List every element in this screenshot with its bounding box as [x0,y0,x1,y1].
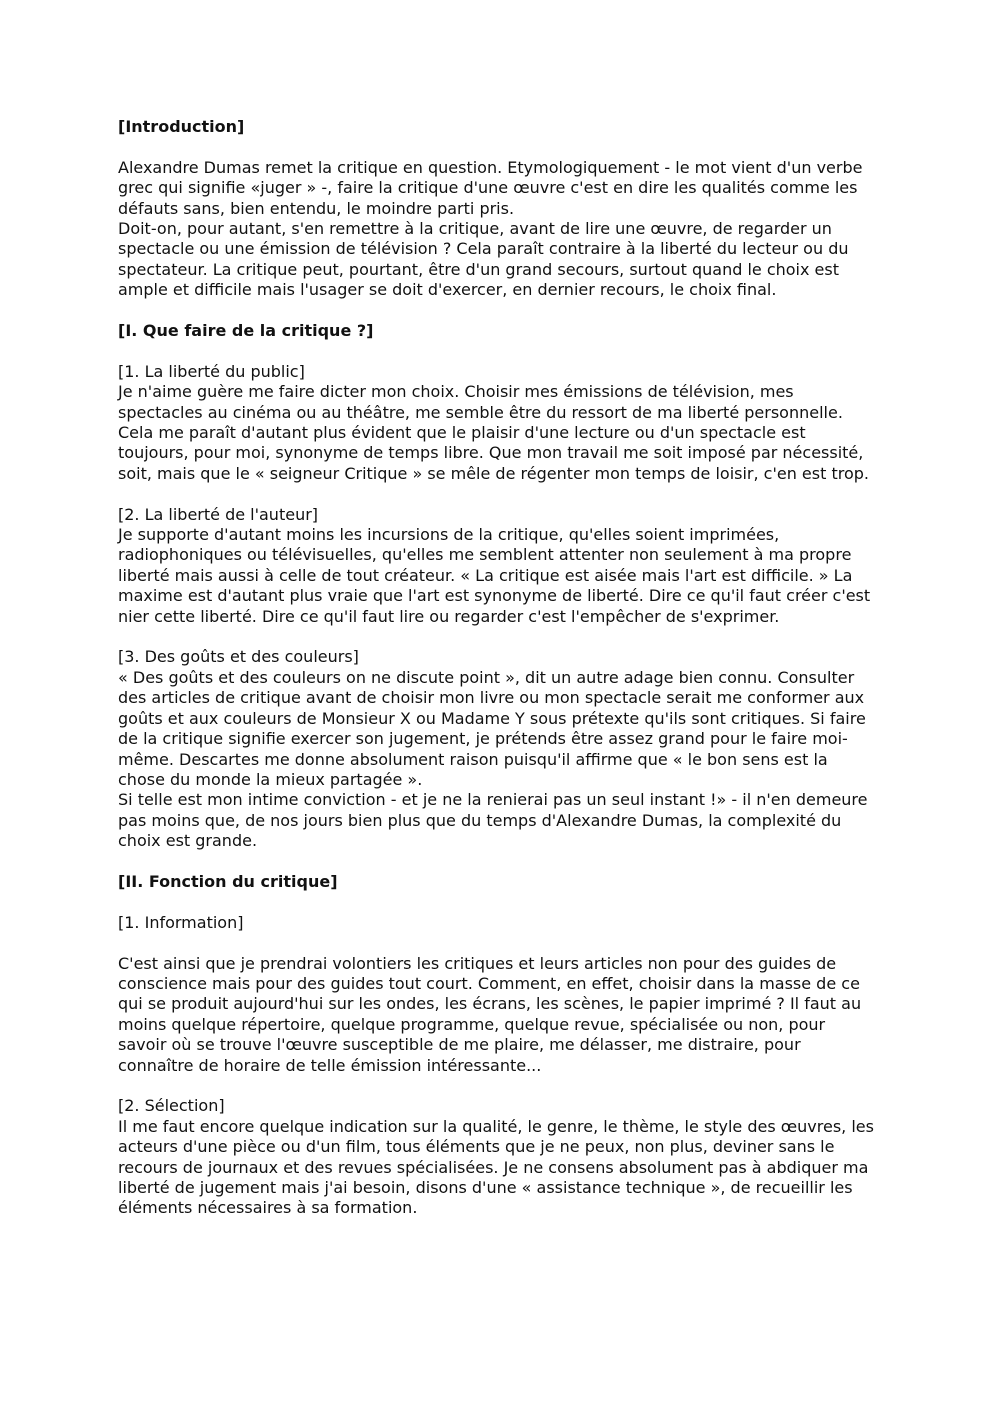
intro-paragraph-1: Alexandre Dumas remet la critique en question. Etymologiquement - le mot vient d'un verbe grec qui signifie «juger » -, faire la critique d'une œuvre c'est en dire les qualités comme les défauts sans, bien entendu, le moindre parti pris. [118,157,863,218]
document-page [118,117,878,1219]
part2-section2-title: [2. Sélection] [118,1096,225,1116]
part1-section3-text: « Des goûts et des couleurs on ne discute point », dit un autre adage bien connu. Consulter des articles de critique avant de choisir mon livre ou mon spectacle serait me conformer aux goûts et aux couleurs de Monsieur X ou Madame Y sous prétexte qu'ils sont critiques. Si faire de la critique signifie exercer son jugement, je prétends être assez grand pour le faire moi-même. Descartes me donne absolument raison puisqu'il affirme que « le bon sens est la chose du monde la mieux partagée ». [118,667,866,789]
part1-section3-text-2: Si telle est mon intime conviction - et je ne la renierai pas un seul instant !» - il n'en demeure pas moins que, de nos jours bien plus que du temps d'Alexandre Dumas, la complexité du choix est grande. [118,790,868,851]
intro-paragraph-2: Doit-on, pour autant, s'en remettre à la critique, avant de lire une œuvre, de regarder un spectacle ou une émission de télévision ? Cela paraît contraire à la liberté du lecteur ou du spectateur. La critique peut, pourtant, être d'un grand secours, surtout quand le choix est ample et difficile mais l'usager se doit d'exercer, en dernier recours, le choix final. [118,219,849,300]
part1-section3-title: [3. Des goûts et des couleurs] [118,647,359,667]
part1-section1-text: Je n'aime guère me faire dicter mon choix. Choisir mes émissions de télévision, mes spectacles au cinéma ou au théâtre, me semble être du ressort de ma liberté personnelle. Cela me paraît d'autant plus évident que le plaisir d'une lecture ou d'un spectacle est toujours, pour moi, synonyme de temps libre. Que mon travail me soit imposé par nécessité, soit, mais que le « seigneur Critique » se mêle de régenter mon temps de loisir, c'en est trop. [118,382,869,483]
part1-section2-text: Je supporte d'autant moins les incursions de la critique, qu'elles soient imprimées, radiophoniques ou télévisuelles, qu'elles me semblent attenter non seulement à ma propre liberté mais aussi à celle de tout créateur. « La critique est aisée mais l'art est difficile. » La maxime est d'autant plus vraie que l'art est synonyme de liberté. Dire ce qu'il faut créer c'est nier cette liberté. Dire ce qu'il faut lire ou regarder c'est l'empêcher de s'exprimer. [118,525,871,626]
part2-section1-text: C'est ainsi que je prendrai volontiers les critiques et leurs articles non pour des guides de conscience mais pour des guides tout court. Comment, en effet, choisir dans la masse de ce qui se produit aujourd'hui sur les ondes, les écrans, les scènes, le papier imprimé ? Il faut au moins quelque répertoire, quelque programme, quelque revue, spécialisée ou non, pour savoir où se trouve l'œuvre susceptible de me plaire, me délasser, me distraire, pour connaître de horaire de telle émission intéressante... [118,953,862,1075]
part1-section2-title: [2. La liberté de l'auteur] [118,504,319,524]
intro-heading: [Introduction] [118,117,245,136]
part1-heading: [I. Que faire de la critique ?] [118,321,374,341]
part2-section2-text: Il me faut encore quelque indication sur la qualité, le genre, le thème, le style des œuvres, les acteurs d'une pièce ou d'un film, tous éléments que je ne peux, non plus, deviner sans le recours de journaux et des revues spécialisées. Je ne consens absolument pas à abdiquer ma liberté de jugement mais j'ai besoin, disons d'une « assistance technique », de recueillir les éléments nécessaires à sa formation. [118,1116,874,1218]
part2-section1-title: [1. Information] [118,912,244,932]
part1-section1-title: [1. La liberté du public] [118,361,305,381]
part2-heading: [II. Fonction du critique] [118,871,338,891]
